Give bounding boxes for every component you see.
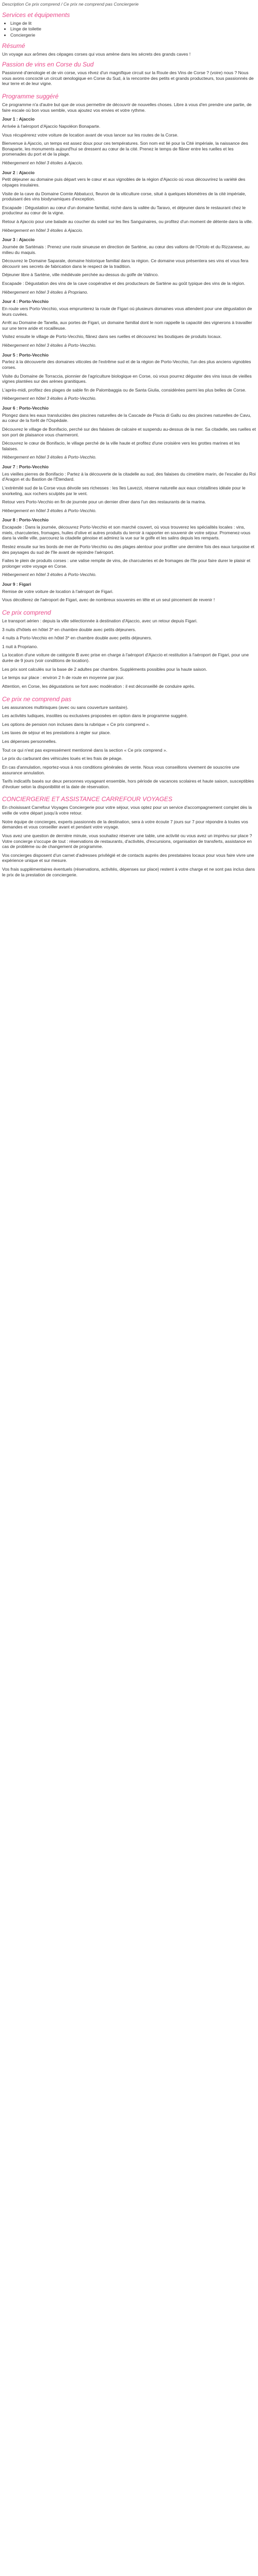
day-paragraph: Escapade : Dans la journée, découvrez Porto-Vecchio et son marché couvert, où vous trouverez les spécialités locales : vins, miels, charcuteries, fromages, huiles d'olive et autres produits du terroir à rapporter en souvenir de votre séjour. Promenez-vous dans la vieille ville, parcourez la citadelle génoise et admirez la vue sur le golfe et les salins depuis les remparts.: [2, 524, 251, 541]
included-list: [2, 618, 256, 689]
included-item: 1 nuit à Propriano.: [2, 643, 38, 649]
day-paragraph: L'après-midi, profitez des plages de sable fin de Palombaggia ou de Santa Giulia, considérées parmi les plus belles de Corse.: [2, 387, 247, 393]
day-paragraph: Les vieilles pierres de Bonifacio : Partez à la découverte de la citadelle au sud, des falaises du cimetière marin, de l'escalier du Roi d'Aragon et du Bastion de l'Étendard.: [2, 471, 256, 482]
day-paragraph: Petit déjeuner au domaine puis départ vers le cœur et aux vignobles de la région d'Ajaccio où vous découvrirez la variété des cépages insulaires.: [2, 177, 246, 188]
excluded-item: Tout ce qui n'est pas expressément mentionné dans la section « Ce prix comprend ».: [2, 747, 168, 753]
services-item: • Conciergerie: [10, 32, 256, 38]
included-item: 3 nuits d'hôtels en hôtel 3* en chambre double avec petits déjeuners.: [2, 626, 136, 632]
day-paragraph: Bienvenue à Ajaccio, un temps est assez doux pour ces températures. Son nom est lié pour la Cité impériale, la naissance des Bonaparte, les monuments aujourd'hui se dressent au cœur de la cité. Prenez le temps de flâner entre les ruelles et les promenades du port et de la plage.: [2, 141, 248, 157]
conciergerie-paragraph: Vos frais supplémentaires éventuels (réservations, activités, dépenses sur place) restent à votre charge et ne sont pas inclus dans le prix de la prestation de conciergerie.: [2, 867, 255, 877]
included-item: Les prix sont calculés sur la base de 2 adultes par chambre. Suppléments possibles pour la haute saison.: [2, 666, 207, 672]
excluded-title: Ce prix ne comprend pas: [2, 695, 72, 703]
day-paragraph: Escapade : Dégustation des vins de la cave coopérative et des producteurs de Sartène au goût typique des vins de la région.: [2, 281, 246, 286]
excluded-item: Le prix du carburant des véhicules loués et les frais de péage.: [2, 756, 123, 761]
programme-days: [2, 116, 256, 603]
included-item: Le temps sur place : environ 2 h de route en moyenne par jour.: [2, 675, 124, 681]
day-title: Jour 4 : Porto-Vecchio: [2, 299, 49, 304]
day-paragraph: Vous décollerez de l'aéroport de Figari, avec de nombreux souvenirs en tête et un seul pincement de revenir !: [2, 597, 215, 603]
services-item: • Linge de toilette: [10, 26, 256, 32]
day-paragraph: Plongez dans les eaux translucides des piscines naturelles de la Cascade de Piscia di Gallu ou des piscines naturelles de Cavu, au cœur de la forêt de l'Ospédale.: [2, 412, 251, 423]
day-paragraph: Visite de la cave du Domaine Comte Abbatucci, fleuron de la viticulture corse, situé à quelques kilomètres de la cité impériale, produisant des vins biodynamiques d'exception.: [2, 191, 246, 202]
services-list: [10, 21, 256, 38]
day-paragraph: Hébergement en hôtel 3 étoiles à Porto-Vecchio.: [2, 454, 97, 460]
included-item: La location d'une voiture de catégorie B avec prise en charge à l'aéroport d'Ajaccio et restitution à l'aéroport de Figari, pour une durée de 9 jours (voir conditions de location).: [2, 652, 249, 663]
conciergerie-paragraph: En choisissant Carrefour Voyages Conciergerie pour votre séjour, vous optez pour un service d'accompagnement complet dès la veille de votre départ jusqu'à votre retour.: [2, 805, 252, 816]
services-title: Services et équipements: [2, 11, 70, 19]
day-paragraph: Découvrez le Domaine Saparale, domaine historique familial dans la région. Ce domaine vous présentera ses vins et vous fera découvrir ses secrets de fabrication dans le respect de la tradition.: [2, 258, 249, 269]
included-item: 4 nuits à Porto-Vecchio en hôtel 3* en chambre double avec petits déjeuners.: [2, 635, 152, 641]
day-paragraph: Hébergement en hôtel 3 étoiles à Porto-Vecchio.: [2, 396, 97, 401]
conciergerie-paragraph: Vous avez une question de dernière minute, vous souhaitez réserver une table, une activité ou vous avez un imprévu sur place ? Votre concierge s'occupe de tout : réservations de restaurants, d'activités, d'excursions, organisation de transferts, assistance en cas de problème ou de changement de programme.: [2, 833, 252, 850]
included-item: Attention, en Corse, les dégustations se font avec modération : il est déconseillé de conduire après.: [2, 683, 196, 689]
day-paragraph: En route vers Porto-Vecchio, vous emprunterez la route de Figari où plusieurs domaines vous attendent pour une dégustation de leurs cuvées.: [2, 306, 252, 317]
day-title: Jour 8 : Porto-Vecchio: [2, 517, 49, 523]
day-title: Jour 9 : Figari: [2, 582, 31, 587]
day-paragraph: Partez à la découverte des domaines viticoles de l'extrême sud et de la région de Porto-Vecchio, l'un des plus anciens vignobles corses.: [2, 359, 251, 370]
excluded-list: [2, 705, 256, 790]
day-paragraph: Hébergement en hôtel 3 étoiles à Porto-Vecchio.: [2, 343, 97, 348]
passion-text: Passionné d'œnologie et de vin corse, vous rêvez d'un magnifique circuit sur la Route des Vins de Corse ? (voire) nous ? Nous vous avons concocté un circuit œnologique en Corse du Sud, à la rencontre des petits et grands producteurs, tous passionnés de leur terre et de leur vigne.: [2, 70, 254, 87]
conciergerie-paragraph: Notre équipe de concierges, experts passionnés de la destination, sera à votre écoute 7 jours sur 7 pour répondre à toutes vos demandes et vous conseiller avant et pendant votre voyage.: [2, 819, 248, 830]
conciergerie-paragraph: Vos concierges disposent d'un carnet d'adresses privilégié et de contacts auprès des prestataires locaux pour vous faire vivre une expérience unique et sur mesure.: [2, 852, 254, 863]
conciergerie-title: CONCIERGERIE ET ASSISTANCE CARREFOUR VOYAGES: [2, 795, 173, 803]
day-paragraph: Hébergement en hôtel 3 étoiles à Ajaccio.: [2, 160, 84, 165]
day-paragraph: Hébergement en hôtel 3 étoiles à Porto-Vecchio.: [2, 507, 97, 513]
conciergerie-text: [2, 805, 256, 877]
day-title: Jour 3 : Ajaccio: [2, 237, 35, 243]
day-paragraph: Restez ensuite sur les bords de mer de Porto-Vecchio ou des plages alentour pour profiter une dernière fois des eaux turquoise et des paysages du sud de l'île avant de rejoindre l'aéroport.: [2, 544, 255, 555]
day-paragraph: Découvrez le village de Bonifacio, perché sur des falaises de calcaire et suspendu au-dessus de la mer. Sa citadelle, ses ruelles et son port de plaisance vous charmeront.: [2, 426, 256, 437]
resume-text: Un voyage aux arômes des cépages corses qui vous amène dans les sécrets des grands caves !: [2, 51, 191, 57]
day-paragraph: Hébergement en hôtel 3 étoiles à Ajaccio.: [2, 227, 84, 233]
services-item: • Linge de lit: [10, 21, 256, 26]
day-paragraph: Déjeuner libre à Sartène, ville médiévale perchée au-dessus du golfe de Valinco.: [2, 272, 159, 278]
day-title: Jour 2 : Ajaccio: [2, 170, 35, 175]
day-title: Jour 1 : Ajaccio: [2, 116, 35, 122]
day-paragraph: Visitez ensuite le village de Porto-Vecchio, flânez dans ses ruelles et découvrez les boutiques de produits locaux.: [2, 334, 222, 340]
day-paragraph: Visite du Domaine de Torraccia, pionnier de l'agriculture biologique en Corse, où vous pourrez déguster des vins issus de vieilles vignes plantées sur des arènes granitiques.: [2, 373, 252, 384]
day-paragraph: Vous récupérerez votre voiture de location avant de vous lancer sur les routes de la Corse.: [2, 132, 179, 138]
day-paragraph: Retour à Ajaccio pour une balade au coucher du soleil sur les îles Sanguinaires, ou profitez d'un moment de détente dans la ville.: [2, 219, 253, 224]
passion-title: Passion de vins en Corse du Sud: [2, 61, 94, 69]
excluded-item: Les activités ludiques, insolites ou exclusives proposées en option dans le programme suggéré.: [2, 713, 188, 719]
excluded-item: Les options de pension non incluses dans la rubrique « Ce prix comprend ».: [2, 721, 150, 727]
day-paragraph: Remise de votre voiture de location à l'aéroport de Figari.: [2, 588, 114, 594]
day-paragraph: Hébergement en hôtel 3 étoiles à Propriano.: [2, 289, 88, 295]
day-paragraph: L'extrémité sud de la Corse vous dévoile ses richesses : les îles Lavezzi, réserve naturelle aux eaux cristallines idéale pour le snorkeling, aux rochers sculptés par le vent.: [2, 485, 246, 496]
day-title: Jour 7 : Porto-Vecchio: [2, 464, 49, 469]
excluded-item: Les taxes de séjour et les prestations à régler sur place.: [2, 730, 111, 736]
excluded-item: Les assurances multirisques (avec ou sans couverture sanitaire).: [2, 704, 128, 710]
day-paragraph: Arrêt au Domaine de Tanella, aux portes de Figari, un domaine familial dont le nom rappelle la capacité des vignerons à travailler sur une terre aride et rocailleuse.: [2, 320, 252, 331]
included-item: Le transport aérien : depuis la ville sélectionnée à destination d'Ajaccio, avec un retour depuis Figari.: [2, 618, 198, 623]
header-note: Description Ce prix comprend / Ce prix ne comprend pas Conciergerie: [2, 2, 139, 7]
included-title: Ce prix comprend: [2, 608, 51, 616]
day-title: Jour 6 : Porto-Vecchio: [2, 405, 49, 411]
excluded-item: Les dépenses personnelles.: [2, 739, 57, 744]
programme-intro: Ce programme n'a d'autre but que de vous permettre de découvrir de nouvelles choses. Libre à vous d'en prendre une partie, de faire escale où bon vous semble, vous ajoutez vos envies et votre rythme.: [2, 102, 252, 113]
day-paragraph: Journée de Sartènais : Prenez une route sinueuse en direction de Sartène, au cœur des vallons de l'Ortolo et du Rizzanese, au milieu du maquis.: [2, 244, 250, 255]
excluded-item: Tarifs indicatifs basés sur deux personnes voyageant ensemble, hors période de vacances scolaires et haute saison, susceptibles d'évoluer selon la disponibilité et la date de réservation.: [2, 778, 254, 789]
day-title: Jour 5 : Porto-Vecchio: [2, 352, 49, 358]
day-paragraph: Faites le plein de produits corses : une valise remplie de vins, de charcuteries et de fromages de l'île pour faire durer le plaisir et prolonger votre voyage en Corse.: [2, 558, 251, 569]
programme-title: Programme suggéré: [2, 93, 59, 100]
day-paragraph: Escapade : Dégustation au cœur d'un domaine familial, niché dans la vallée du Taravo, et déjeuner dans le restaurant chez le producteur au cœur de la vigne.: [2, 205, 246, 216]
resume-title: Résumé: [2, 42, 25, 49]
day-paragraph: Découvrez le cœur de Bonifacio, le village perché de la ville haute et profitez d'une croisière vers les grottes marines et les falaises.: [2, 440, 240, 451]
page: [0, 0, 258, 886]
day-paragraph: Retour vers Porto-Vecchio en fin de journée pour un dernier dîner dans l'un des restaurants de la marina.: [2, 499, 206, 505]
day-paragraph: Hébergement en hôtel 3 étoiles à Porto-Vecchio.: [2, 572, 97, 578]
excluded-item: En cas d'annulation, reportez-vous à nos conditions générales de vente. Nous vous conseillons vivement de souscrire une assurance annulation.: [2, 764, 239, 775]
day-paragraph: Arrivée à l'aéroport d'Ajaccio Napoléon Bonaparte.: [2, 123, 101, 129]
